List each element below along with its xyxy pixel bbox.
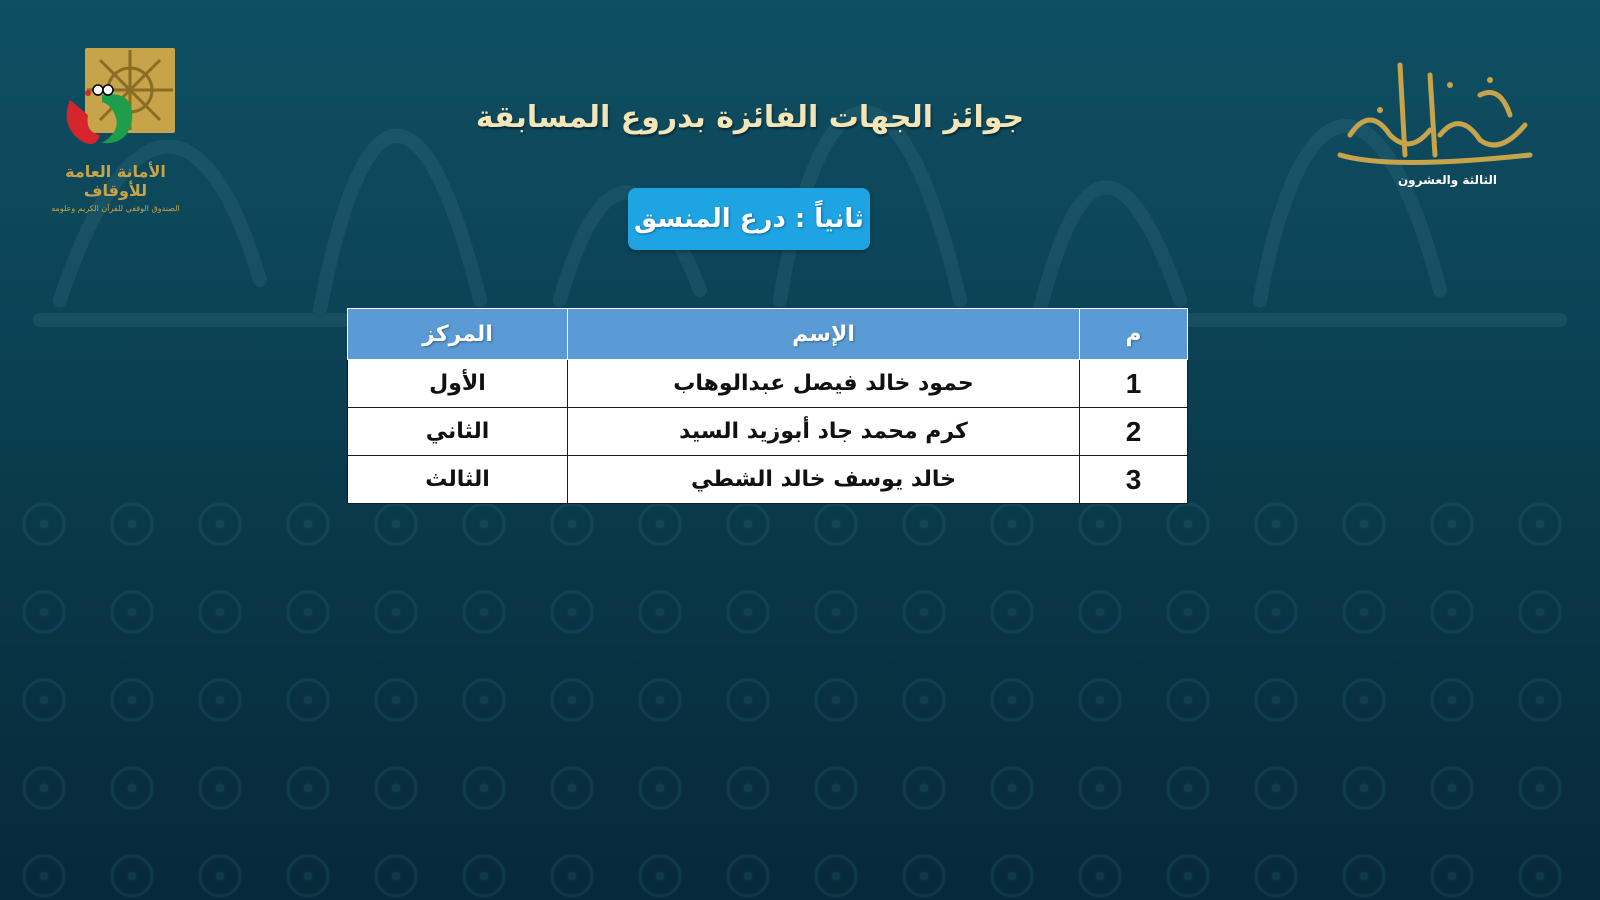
section-subtitle-badge: ثانياً : درع المنسق <box>628 188 870 250</box>
table-row <box>348 408 1188 456</box>
row-name: حمود خالد فيصل عبدالوهاب <box>568 360 1080 408</box>
row-rank: الأول <box>348 360 568 408</box>
row-rank: الثاني <box>348 408 568 456</box>
awqaf-tagline: الصندوق الوقفي للقرآن الكريم وعلومه <box>51 204 180 213</box>
row-name: خالد يوسف خالد الشطي <box>568 456 1080 504</box>
header-number: م <box>1080 309 1188 360</box>
row-name: كرم محمد جاد أبوزيد السيد <box>568 408 1080 456</box>
background-pattern <box>0 480 1600 900</box>
header-rank: المركز <box>348 309 568 360</box>
awqaf-logo-caption <box>48 162 183 213</box>
table-header-row <box>348 309 1188 360</box>
row-number: 2 <box>1080 408 1188 456</box>
table-row <box>348 456 1188 504</box>
header-name: الإسم <box>568 309 1080 360</box>
page-title: جوائز الجهات الفائزة بدروع المسابقة <box>475 100 1025 135</box>
winners-table <box>347 308 1188 504</box>
row-number: 1 <box>1080 360 1188 408</box>
table-row <box>348 360 1188 408</box>
row-number: 3 <box>1080 456 1188 504</box>
competition-edition: الثالثة والعشرون <box>1397 173 1498 187</box>
row-rank: الثالث <box>348 456 568 504</box>
awqaf-name: الأمانة العامة للأوقاف <box>65 162 166 200</box>
